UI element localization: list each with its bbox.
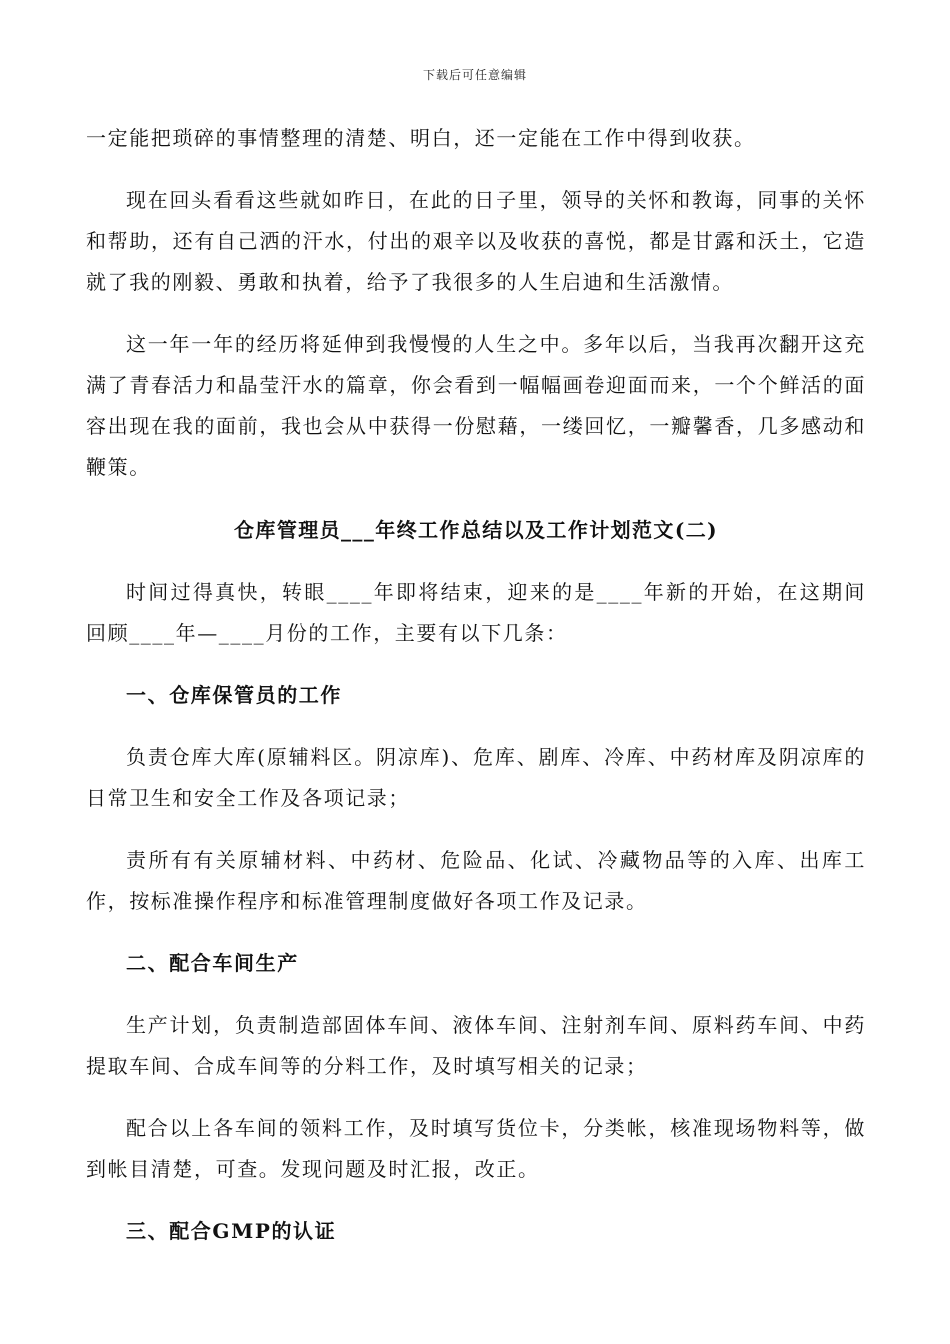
paragraph-reflection: 现在回头看看这些就如昨日，在此的日子里，领导的关怀和教诲，同事的关怀和帮助，还有自己洒的汗水，付出的艰辛以及收获的喜悦，都是甘露和沃土，它造就了我的刚毅、勇敢和执着，给予了我很多的人生启迪和生活激情。	[86, 188, 866, 294]
paragraph-inbound-outbound: 责所有有关原辅材料、中药材、危险品、化试、冷藏物品等的入库、出库工作，按标准操作程序和标准管理制度做好各项工作及记录。	[86, 848, 866, 913]
heading-gmp-certification: 三、配合GMP的认证	[126, 1219, 337, 1243]
heading-workshop-production: 二、配合车间生产	[126, 951, 299, 975]
header-note: 下载后可任意编辑	[422, 68, 527, 82]
paragraph-continuation: 一定能把琐碎的事情整理的清楚、明白，还一定能在工作中得到收获。	[86, 126, 756, 150]
paragraph-future: 这一年一年的经历将延伸到我慢慢的人生之中。多年以后，当我再次翻开这充满了青春活力和晶莹汗水的篇章，你会看到一幅幅画卷迎面而来，一个个鲜活的面容出现在我的面前，我也会从中获得一份慰藉，一缕回忆，一瓣馨香，几多感动和鞭策。	[86, 332, 866, 479]
paragraph-warehouse-duties: 负责仓库大库(原辅料区。阴凉库)、危库、剧库、冷库、中药材库及阴凉库的日常卫生和安全工作及各项记录；	[86, 745, 866, 810]
heading-warehouse-keeper: 一、仓库保管员的工作	[126, 683, 342, 707]
paragraph-material-requisition: 配合以上各车间的领料工作，及时填写货位卡，分类帐，核准现场物料等，做到帐目清楚，可查。发现问题及时汇报，改正。	[86, 1116, 866, 1181]
document-body	[86, 118, 866, 1252]
section-title: 仓库管理员___年终工作总结以及工作计划范文(二)	[234, 518, 718, 542]
paragraph-production-plan: 生产计划，负责制造部固体车间、液体车间、注射剂车间、原料药车间、中药提取车间、合成车间等的分料工作，及时填写相关的记录；	[86, 1013, 866, 1078]
paragraph-intro: 时间过得真快，转眼____年即将结束，迎来的是____年新的开始，在这期间回顾____年—____月份的工作，主要有以下几条：	[86, 580, 866, 645]
